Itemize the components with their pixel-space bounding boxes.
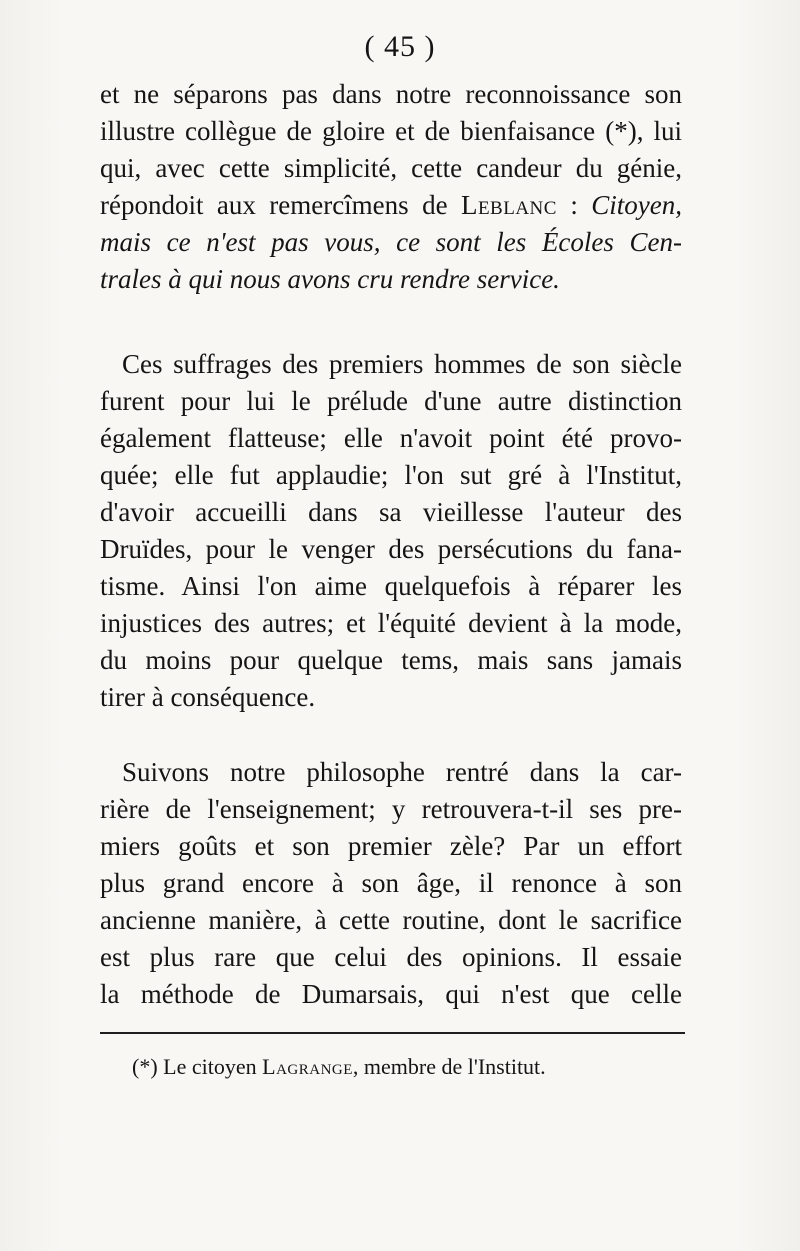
text-line: furent pour lui le prélude d'une autre distinction — [100, 386, 682, 416]
text-line: illustre collègue de gloire et de bienfaisance (*), lui — [100, 116, 682, 146]
text-line: tisme. Ainsi l'on aime quelquefois à réparer les — [100, 571, 682, 601]
text-segment: répondoit aux remercîmens de — [100, 190, 461, 220]
italic-quote: Citoyen, — [591, 190, 682, 220]
footnote-divider — [100, 1032, 685, 1034]
italic-quote-line: trales à qui nous avons cru rendre service. — [100, 264, 560, 294]
text-line: et ne séparons pas dans notre reconnoissance son — [100, 79, 682, 109]
text-line: plus grand encore à son âge, il renonce à son — [100, 868, 682, 898]
text-line: rière de l'enseignement; y retrouvera-t-il ses pre- — [100, 794, 682, 824]
text-line: également flatteuse; elle n'avoit point été provo- — [100, 423, 682, 453]
person-name-lagrange: Lagrange — [262, 1054, 353, 1079]
text-line — [100, 187, 682, 223]
text-line: la méthode de Dumarsais, qui n'est que celle — [100, 979, 682, 1009]
text-line: injustices des autres; et l'équité devient à la mode, — [100, 608, 682, 638]
text-segment: Le citoyen — [157, 1054, 263, 1079]
text-line: Ces suffrages des premiers hommes de son siècle — [122, 349, 682, 379]
text-line: Druïdes, pour le venger des persécutions du fana- — [100, 534, 682, 564]
text-line: est plus rare que celui des opinions. Il essaie — [100, 942, 682, 972]
text-line: tirer à conséquence. — [100, 682, 316, 712]
text-segment: : — [556, 190, 592, 220]
footnote — [132, 1052, 687, 1082]
footnote-marker: (*) — [132, 1054, 158, 1079]
text-line: ancienne manière, à cette routine, dont le sacrifice — [100, 905, 682, 935]
text-segment: , membre de l'Institut. — [352, 1054, 546, 1079]
text-line: Suivons notre philosophe rentré dans la car- — [122, 757, 682, 787]
text-line: miers goûts et son premier zèle? Par un effort — [100, 831, 682, 861]
text-line: qui, avec cette simplicité, cette candeur du génie, — [100, 153, 682, 183]
text-line: d'avoir accueilli dans sa vieillesse l'auteur des — [100, 497, 682, 527]
italic-quote-line: mais ce n'est pas vous, ce sont les Écoles Cen- — [100, 227, 682, 257]
text-line: quée; elle fut applaudie; l'on sut gré à l'Institut, — [100, 460, 682, 490]
person-name-leblanc: Leblanc — [460, 190, 557, 220]
text-line: du moins pour quelque tems, mais sans jamais — [100, 645, 682, 675]
page-number: ( 45 ) — [364, 30, 436, 63]
